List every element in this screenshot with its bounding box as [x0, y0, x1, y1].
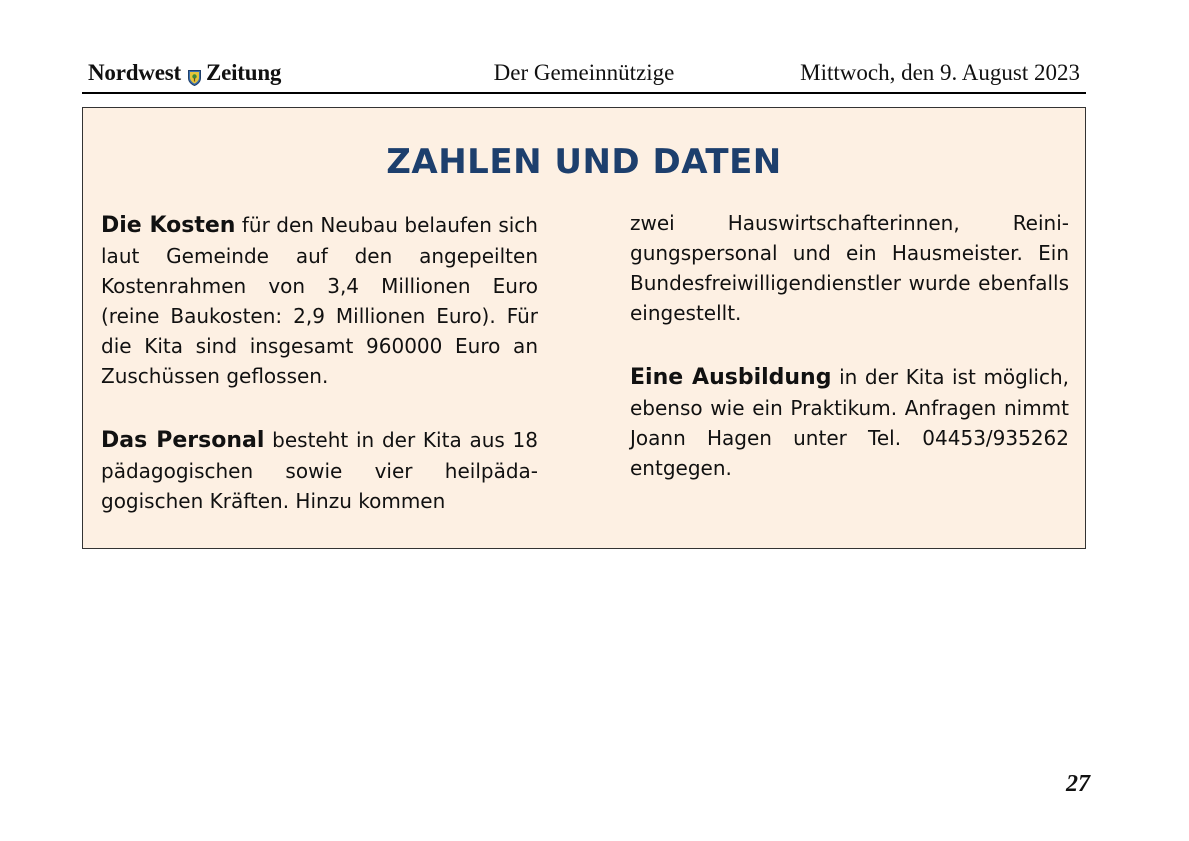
page-header [82, 56, 1086, 94]
paragraph-personal-continued [630, 208, 1069, 328]
paragraph-text: besteht in der Kita aus 18 pädagogischen sowie vier heilpädagogischen Kräften. Hinzu kommen [101, 428, 538, 513]
issue-date: Mittwoch, den 9. August 2023 [800, 60, 1080, 85]
info-box-title: ZAHLEN UND DATEN [386, 142, 782, 182]
paragraph-lead: Eine Ausbildung [630, 365, 832, 390]
paragraph-text: für den Neubau belaufen sich laut Gemeinde auf den angepeilten Kostenrahmen von 3,4 Millionen Euro (reine Baukosten: 2,9 Millionen Euro). Für die Kita sind insgesamt 960000 Euro an Zuschüssen geflossen. [101, 213, 538, 388]
paragraph-kosten [101, 210, 538, 391]
masthead-right: Zeitung [205, 60, 282, 85]
info-column-right [630, 208, 1069, 517]
paragraph-lead: Das Personal [101, 428, 265, 453]
paragraph-personal [101, 425, 538, 516]
section-title: Der Gemeinnützige [493, 60, 675, 85]
paragraph-text: zwei Hauswirtschafterinnen, Reinigungspersonal und ein Hausmeister. Ein Bundesfreiwilligendienstler wurde ebenfalls eingestellt. [630, 211, 1069, 325]
info-column-left [101, 210, 538, 550]
page-number: 27 [1066, 771, 1090, 797]
paragraph-lead: Die Kosten [101, 213, 236, 238]
paragraph-text: in der Kita ist möglich, ebenso wie ein Praktikum. Anfragen nimmt Joann Hagen unter Tel. 04453/935262 entgegen. [630, 365, 1070, 480]
masthead-left: Nordwest [88, 60, 181, 85]
paragraph-ausbildung [630, 362, 1069, 483]
info-box [82, 107, 1086, 549]
